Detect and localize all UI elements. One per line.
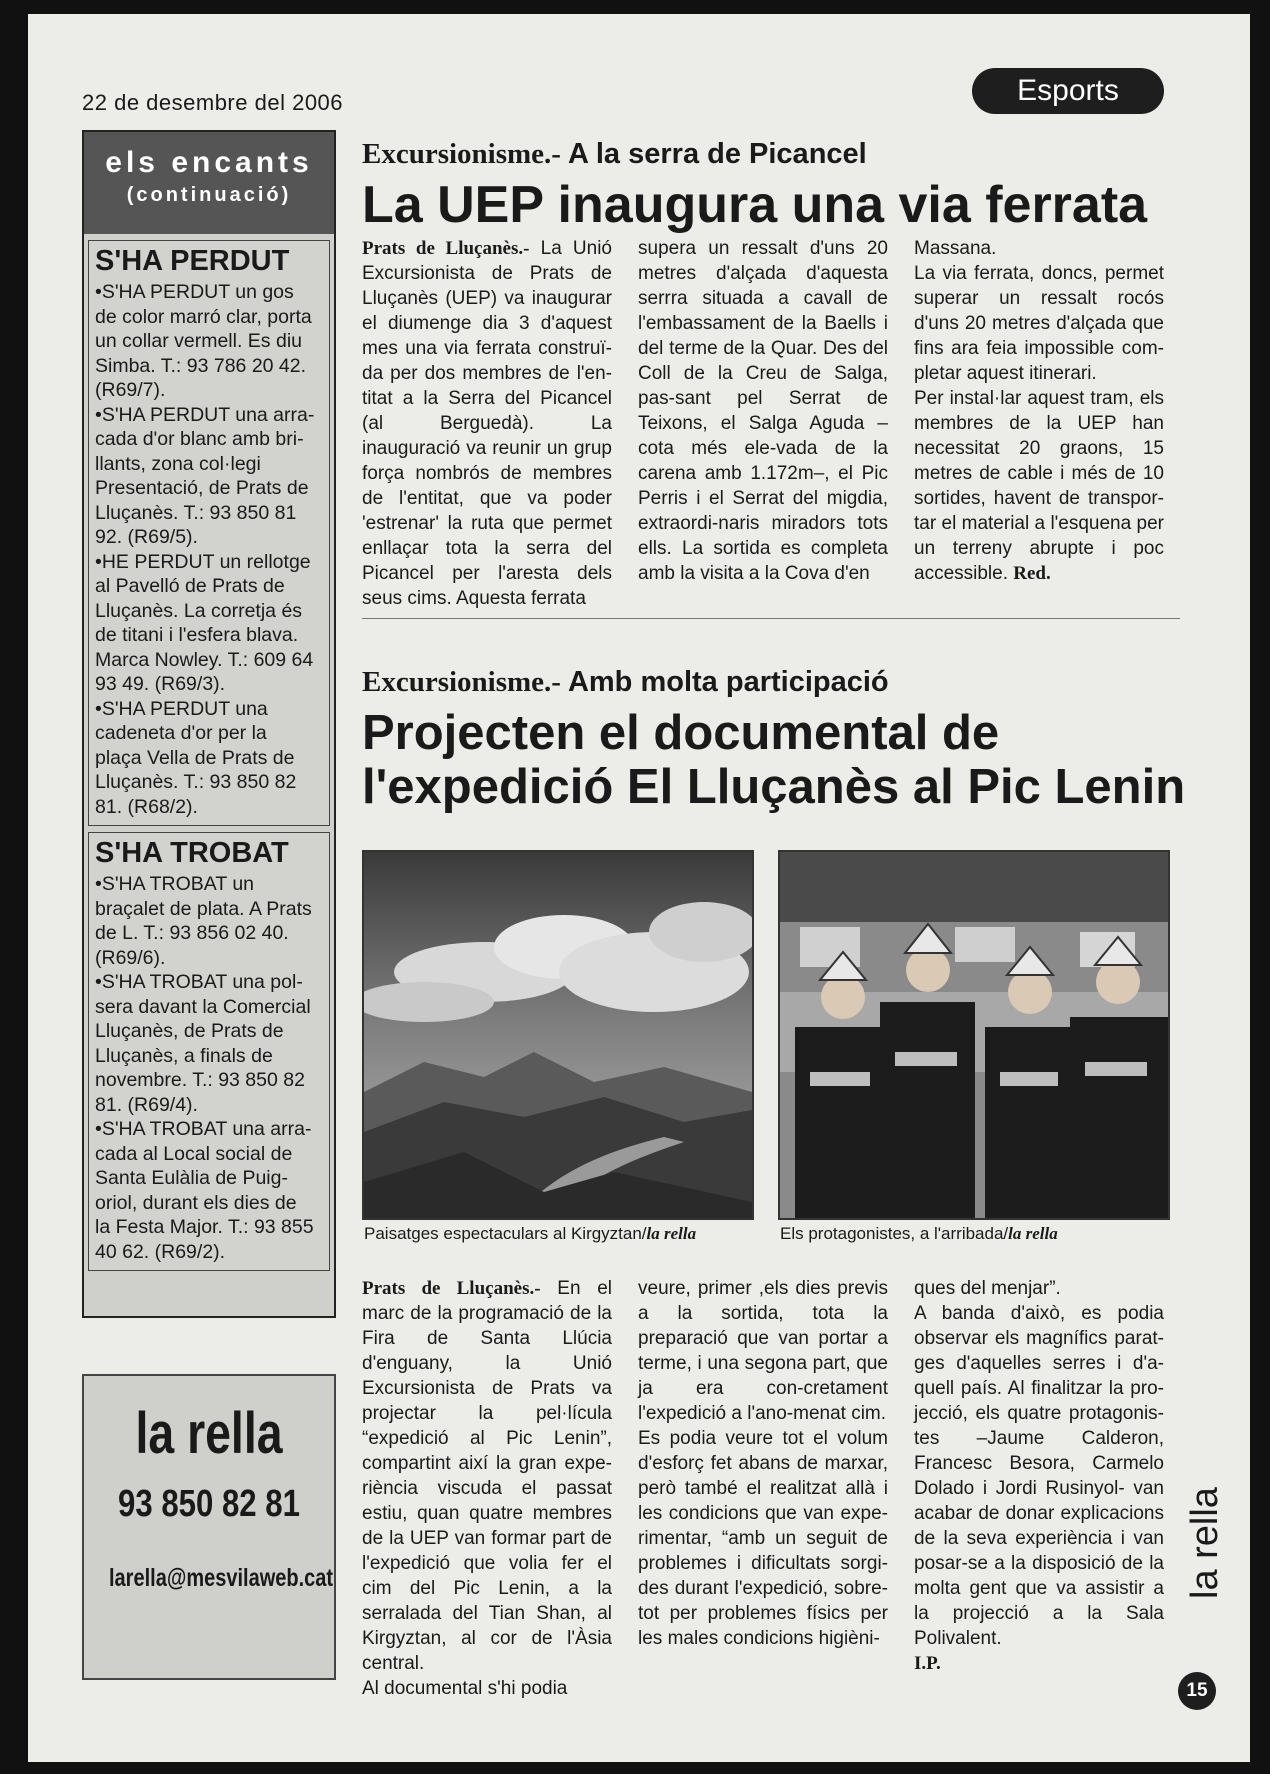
article2-column-1 xyxy=(362,1276,612,1701)
ad-email: larella@mesvilaweb.cat xyxy=(109,1564,334,1592)
article2-col3-p2: A banda d'això, es podia observar els magnífics parat-ges d'aquelles serres i d'a-quell país. Al finalitzar la pro-jecció, els quatre protagonis-tes –Jaume Calderon, Francesc Besora, Carmelo Dolado i Jordi Rusinyol- van acabar de donar explicacions de la seva experiència i van posar-se a la disposició de la molta gent que va assistir a la projecció a la Sala Polivalent. xyxy=(914,1303,1164,1649)
landscape-caption-text: Paisatges espectaculars al Kirgyztan/ xyxy=(364,1224,647,1243)
protagonists-caption-text: Els protagonistes, a l'arribada/ xyxy=(780,1224,1009,1243)
article1-kicker-text: A la serra de Picancel xyxy=(567,138,867,170)
classifieds-title: els encants xyxy=(105,146,313,179)
article2-col2-p2: Es podia veure tot el volum d'esforç fet abans de marxar, però també el realitzat allà i les condicions que van expe-rimentar, “amb un seguit de problemes i dificultats sorgi-des durant l'expedició, sobre-tot per problemes físics per les males condicions higièni- xyxy=(638,1428,888,1649)
article1-dateline: Prats de Lluçanès.- xyxy=(362,238,530,259)
article2-column-2 xyxy=(638,1276,888,1651)
article-divider xyxy=(362,618,1180,619)
classifieds-header xyxy=(84,132,334,234)
section-label: Esports xyxy=(972,68,1164,114)
article1-col3-p3-text: Per instal·lar aquest tram, els membres de la UEP han necessitat 20 graons, 15 metres de cable i més de 10 sortides, havent de transpor-tar el material a l'esquena per un terreny abrupte i poc accessible. xyxy=(914,388,1164,584)
protagonists-photo-image xyxy=(780,852,1168,1218)
landscape-photo-image xyxy=(364,852,752,1218)
publisher-ad xyxy=(82,1374,336,1680)
article1-col3-p3 xyxy=(914,386,1164,586)
lost-items-box xyxy=(88,240,330,826)
article2-dateline: Prats de Lluçanès.- xyxy=(362,1278,541,1299)
article2-col3-p1: ques del menjar”. xyxy=(914,1278,1061,1299)
article2-kicker-text: Amb molta participació xyxy=(567,666,889,698)
landscape-caption-credit: la rella xyxy=(646,1224,697,1243)
article1-column-2 xyxy=(638,236,888,586)
article1-signature: Red. xyxy=(1013,563,1051,584)
protagonists-photo xyxy=(778,850,1170,1220)
article2-kicker xyxy=(362,666,889,699)
lost-items-title: S'HA PERDUT xyxy=(95,245,290,277)
page-number: 15 xyxy=(1178,1672,1216,1710)
article2-col1-text: En el marc de la programació de la Fira de Santa Llúcia d'enguany, la Unió Excursionista de Prats va projectar la pel·lícula “expedició al Pic Lenin”, compartint així la gran expe-riència viscuda el passat estiu, quan quatre membres de la UEP van formar part de l'expedició que volia fer el cim del Pic Lenin, a la serralada del Tian Shan, al Kirgyztan, al cor de l'Àsia central. xyxy=(362,1278,613,1674)
issue-date: 22 de desembre del 2006 xyxy=(82,90,344,115)
found-items-title: S'HA TROBAT xyxy=(95,837,289,869)
article1-col3-p2: La via ferrata, doncs, permet superar un ressalt rocós d'uns 20 metres d'alçada que fins ara feia impossible com-pletar aquest itinerari. xyxy=(914,263,1164,384)
footer-brand: la rella xyxy=(1184,1487,1226,1599)
newspaper-page xyxy=(28,14,1250,1762)
ad-brand: la rella xyxy=(135,1401,283,1466)
article1-col1-text: La Unió Excursionista de Prats de Lluçanès (UEP) va inaugurar el diumenge dia 3 d'aquest mes una via ferrata construï-da per dos membres de l'en-titat a la Serra del Picancel (al Berguedà). La inauguració va reunir un grup força nombrós de membres de l'entitat, que va poder 'estrenar' la ruta que permet enllaçar tota la serra del Picancel per l'aresta dels seus cims. Aquesta ferrata xyxy=(362,238,612,609)
article1-column-3 xyxy=(914,236,1164,586)
article2-col2-p1: veure, primer ,els dies previs a la sortida, tota la preparació que van portar a terme, i una segona part, que ja era con-cretament l'expedició a l'ano-menat cim. xyxy=(638,1278,888,1424)
article2-kicker-label: Excursionisme.- xyxy=(362,666,561,698)
article2-headline: Projecten el documental de l'expedició El Lluçanès al Pic Lenin xyxy=(362,706,1186,814)
found-items-text: •S'HA TROBAT un braçalet de plata. A Prats de L. T.: 93 856 02 40. (R69/6). •S'HA TROBAT una pol- sera davant la Comercial Lluçanès, de Prats de Lluçanès, a finals de novembre. T.: 93 850 82 81. (R69/4). •S'HA TROBAT una arra- cada al Local social de Santa Eulàlia de Puig- oriol, durant els dies de la Festa Major. T.: 93 855 40 62. (R69/2). xyxy=(95,873,314,1263)
article1-column-1 xyxy=(362,236,612,611)
article2-col1-p2: Al documental s'hi podia xyxy=(362,1678,568,1699)
classifieds-subtitle: (continuació) xyxy=(126,184,292,206)
article1-kicker xyxy=(362,138,867,171)
landscape-photo xyxy=(362,850,754,1220)
article1-kicker-label: Excursionisme.- xyxy=(362,138,561,170)
classifieds-sidebar xyxy=(82,130,336,1318)
article2-col1-p1 xyxy=(362,1276,612,1676)
article1-col2-text: supera un ressalt d'uns 20 metres d'alçada d'aquesta serrra situada a cavall de l'embassament de la Baells i del terme de la Quar. Des del Coll de la Creu de Salga, pas-sant pel Serrat de Teixons, el Salga Aguda –cota més ele-vada de la carena amb 1.172m–, el Pic Perris i el Serrat del migdia, extraordi-naris miradors tots ells. La sortida es completa amb la visita a la Cova d'en xyxy=(638,238,888,584)
article2-signature: I.P. xyxy=(914,1653,941,1674)
lost-items-text: •S'HA PERDUT un gos de color marró clar, porta un collar vermell. Es diu Simba. T.: 93 786 20 42. (R69/7). •S'HA PERDUT una arra- cada d'or blanc amb bri- llants, zona col·legi Presentació, de Prats de Lluçanès. T.: 93 850 81 92. (R69/5). •HE PERDUT un rellotge al Pavelló de Prats de Lluçanès. La corretja és de titani i l'esfera blava. Marca Nowley. T.: 609 64 93 49. (R69/3). •S'HA PERDUT una cadeneta d'or per la plaça Vella de Prats de Lluçanès. T.: 93 850 82 81. (R68/2). xyxy=(95,281,315,818)
article1-col3-p1: Massana. xyxy=(914,238,997,259)
article1-headline: La UEP inaugura una via ferrata xyxy=(362,176,1148,234)
found-items-box xyxy=(88,832,330,1271)
protagonists-caption xyxy=(780,1224,1058,1244)
ad-phone: 93 850 82 81 xyxy=(118,1483,300,1525)
protagonists-caption-credit: la rella xyxy=(1008,1224,1058,1243)
article2-column-3 xyxy=(914,1276,1164,1676)
landscape-caption xyxy=(364,1224,696,1244)
